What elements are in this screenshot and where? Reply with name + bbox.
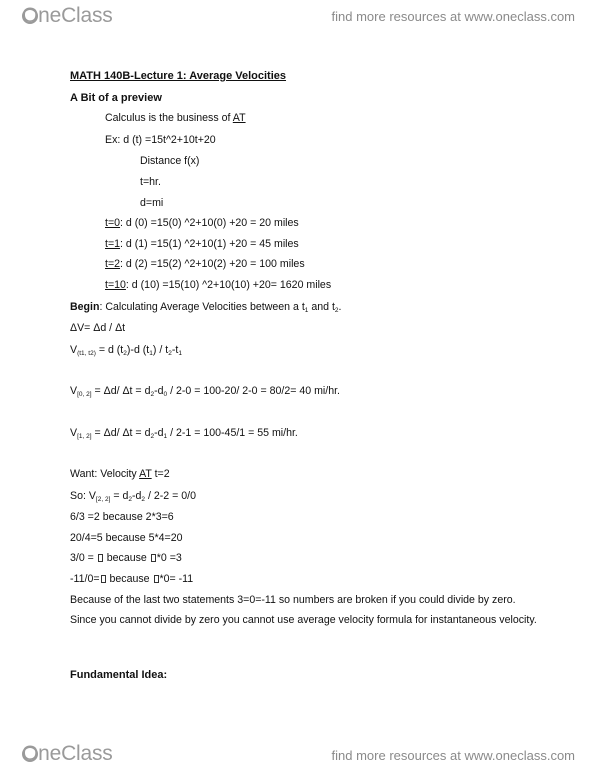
d-mi-line: d=mi — [140, 197, 164, 209]
sub: 1 — [178, 350, 182, 357]
sub: 2 — [150, 433, 155, 440]
calc-text: Calculus is the business of — [105, 112, 233, 124]
sub: 2 — [141, 496, 146, 503]
example-3-0 — [70, 552, 182, 565]
oneclass-logo[interactable] — [22, 4, 113, 28]
txt: / 2-1 = 100-45/1 = 55 mi/hr. — [167, 427, 298, 439]
sub: 2 — [123, 350, 127, 357]
row-label: t=0 — [105, 217, 121, 229]
txt: / 2-0 = 100-20/ 2-0 = 80/2= 40 mi/hr. — [167, 385, 340, 397]
txt: ) / t — [152, 344, 169, 356]
missing-glyph-icon — [151, 554, 156, 562]
because-line: Because of the last two statements 3=0=-11 so numbers are broken if you could divide by zero. — [70, 594, 516, 606]
txt: because — [106, 573, 153, 585]
missing-glyph-icon — [154, 575, 159, 583]
txt: -t — [171, 344, 179, 356]
row-text: : d (1) =15(1) ^2+10(1) +20 = 45 miles — [120, 238, 299, 250]
begin-end: . — [338, 301, 342, 313]
row-text: : d (2) =15(2) ^2+10(2) +20 = 100 miles — [120, 258, 305, 270]
row-text: : d (10) =15(10) ^2+10(10) +20= 1620 miles — [125, 279, 332, 291]
sub: 1 — [163, 433, 168, 440]
row-t2 — [105, 258, 305, 271]
v: V — [70, 344, 78, 356]
calc-at: AT — [232, 112, 246, 124]
want-at: AT — [139, 468, 152, 480]
sub: 2 — [334, 307, 339, 314]
missing-glyph-icon — [98, 554, 103, 562]
logo-text: OneClass — [22, 4, 113, 27]
sub: 2 — [128, 496, 132, 503]
row-t10 — [105, 279, 331, 292]
txt: / 2-2 = 0/0 — [145, 490, 196, 502]
example-function: Ex: d (t) =15t^2+10t+20 — [105, 134, 216, 146]
begin-label: Begin — [70, 301, 100, 313]
txt: 3/0 = — [70, 552, 97, 564]
calculus-line — [105, 112, 246, 125]
header-bar — [0, 0, 595, 30]
txt: because — [103, 552, 150, 564]
example-20-4: 20/4=5 because 5*4=20 — [70, 532, 183, 544]
v: V — [70, 427, 78, 439]
txt: -d — [154, 427, 164, 439]
txt: -11/0= — [70, 573, 100, 585]
sub: 0 — [163, 391, 168, 398]
so-line — [70, 490, 196, 503]
sub: 1 — [304, 307, 309, 314]
sub: 1 — [149, 350, 153, 357]
footer-tagline[interactable]: find more resources at www.oneclass.com — [331, 748, 575, 763]
row-label: t=1 — [105, 238, 121, 250]
example-11-0 — [70, 573, 193, 586]
example-6-3: 6/3 =2 because 2*3=6 — [70, 511, 174, 523]
distance-line: Distance f(x) — [140, 155, 200, 167]
t-hr-line: t=hr. — [140, 176, 161, 188]
begin-line — [70, 301, 342, 314]
v-1-2-line — [70, 427, 298, 440]
v-0-2-line — [70, 385, 340, 398]
begin-and: and t — [308, 301, 335, 313]
sub: 2 — [150, 391, 155, 398]
txt: So: V — [70, 490, 96, 502]
sub: 2 — [168, 350, 172, 357]
page-title: MATH 140B-Lecture 1: Average Velocities — [70, 70, 287, 82]
txt: )-d (t — [126, 344, 150, 356]
oneclass-logo[interactable] — [22, 742, 113, 766]
txt: t=2 — [151, 468, 170, 480]
sub: [1, 2] — [77, 433, 92, 440]
txt: -d — [131, 490, 142, 502]
txt: Want: Velocity — [70, 468, 140, 480]
logo-text: OneClass — [22, 742, 113, 765]
sub: [0, 2] — [77, 391, 92, 398]
missing-glyph-icon — [101, 575, 106, 583]
delta-v-line: ΔV= Δd / Δt — [70, 322, 126, 334]
begin-text: : Calculating Average Velocities between a t — [99, 301, 305, 313]
txt: = d (t — [95, 344, 124, 356]
txt: *0= -11 — [159, 573, 194, 585]
txt: = Δd/ Δt = d — [91, 427, 151, 439]
txt: -d — [154, 385, 164, 397]
txt: = d — [110, 490, 129, 502]
sub: (t1, t2) — [77, 350, 96, 357]
row-text: : d (0) =15(0) ^2+10(0) +20 = 20 miles — [120, 217, 299, 229]
footer-bar — [0, 738, 595, 770]
sub: [2, 2] — [95, 496, 111, 503]
row-label: t=2 — [105, 258, 121, 270]
row-t1 — [105, 238, 299, 251]
v-t1-t2-line — [70, 344, 182, 357]
section-heading: A Bit of a preview — [70, 92, 162, 104]
header-tagline[interactable]: find more resources at www.oneclass.com — [331, 9, 575, 24]
since-paragraph: Since you cannot divide by zero you cannot use average velocity formula for instantaneous velocity. — [70, 614, 537, 626]
fundamental-heading: Fundamental Idea: — [70, 669, 168, 681]
row-label: t=10 — [105, 279, 126, 291]
v: V — [70, 385, 78, 397]
txt: *0 =3 — [156, 552, 182, 564]
row-t0 — [105, 217, 299, 230]
want-line — [70, 468, 170, 481]
txt: = Δd/ Δt = d — [91, 385, 151, 397]
